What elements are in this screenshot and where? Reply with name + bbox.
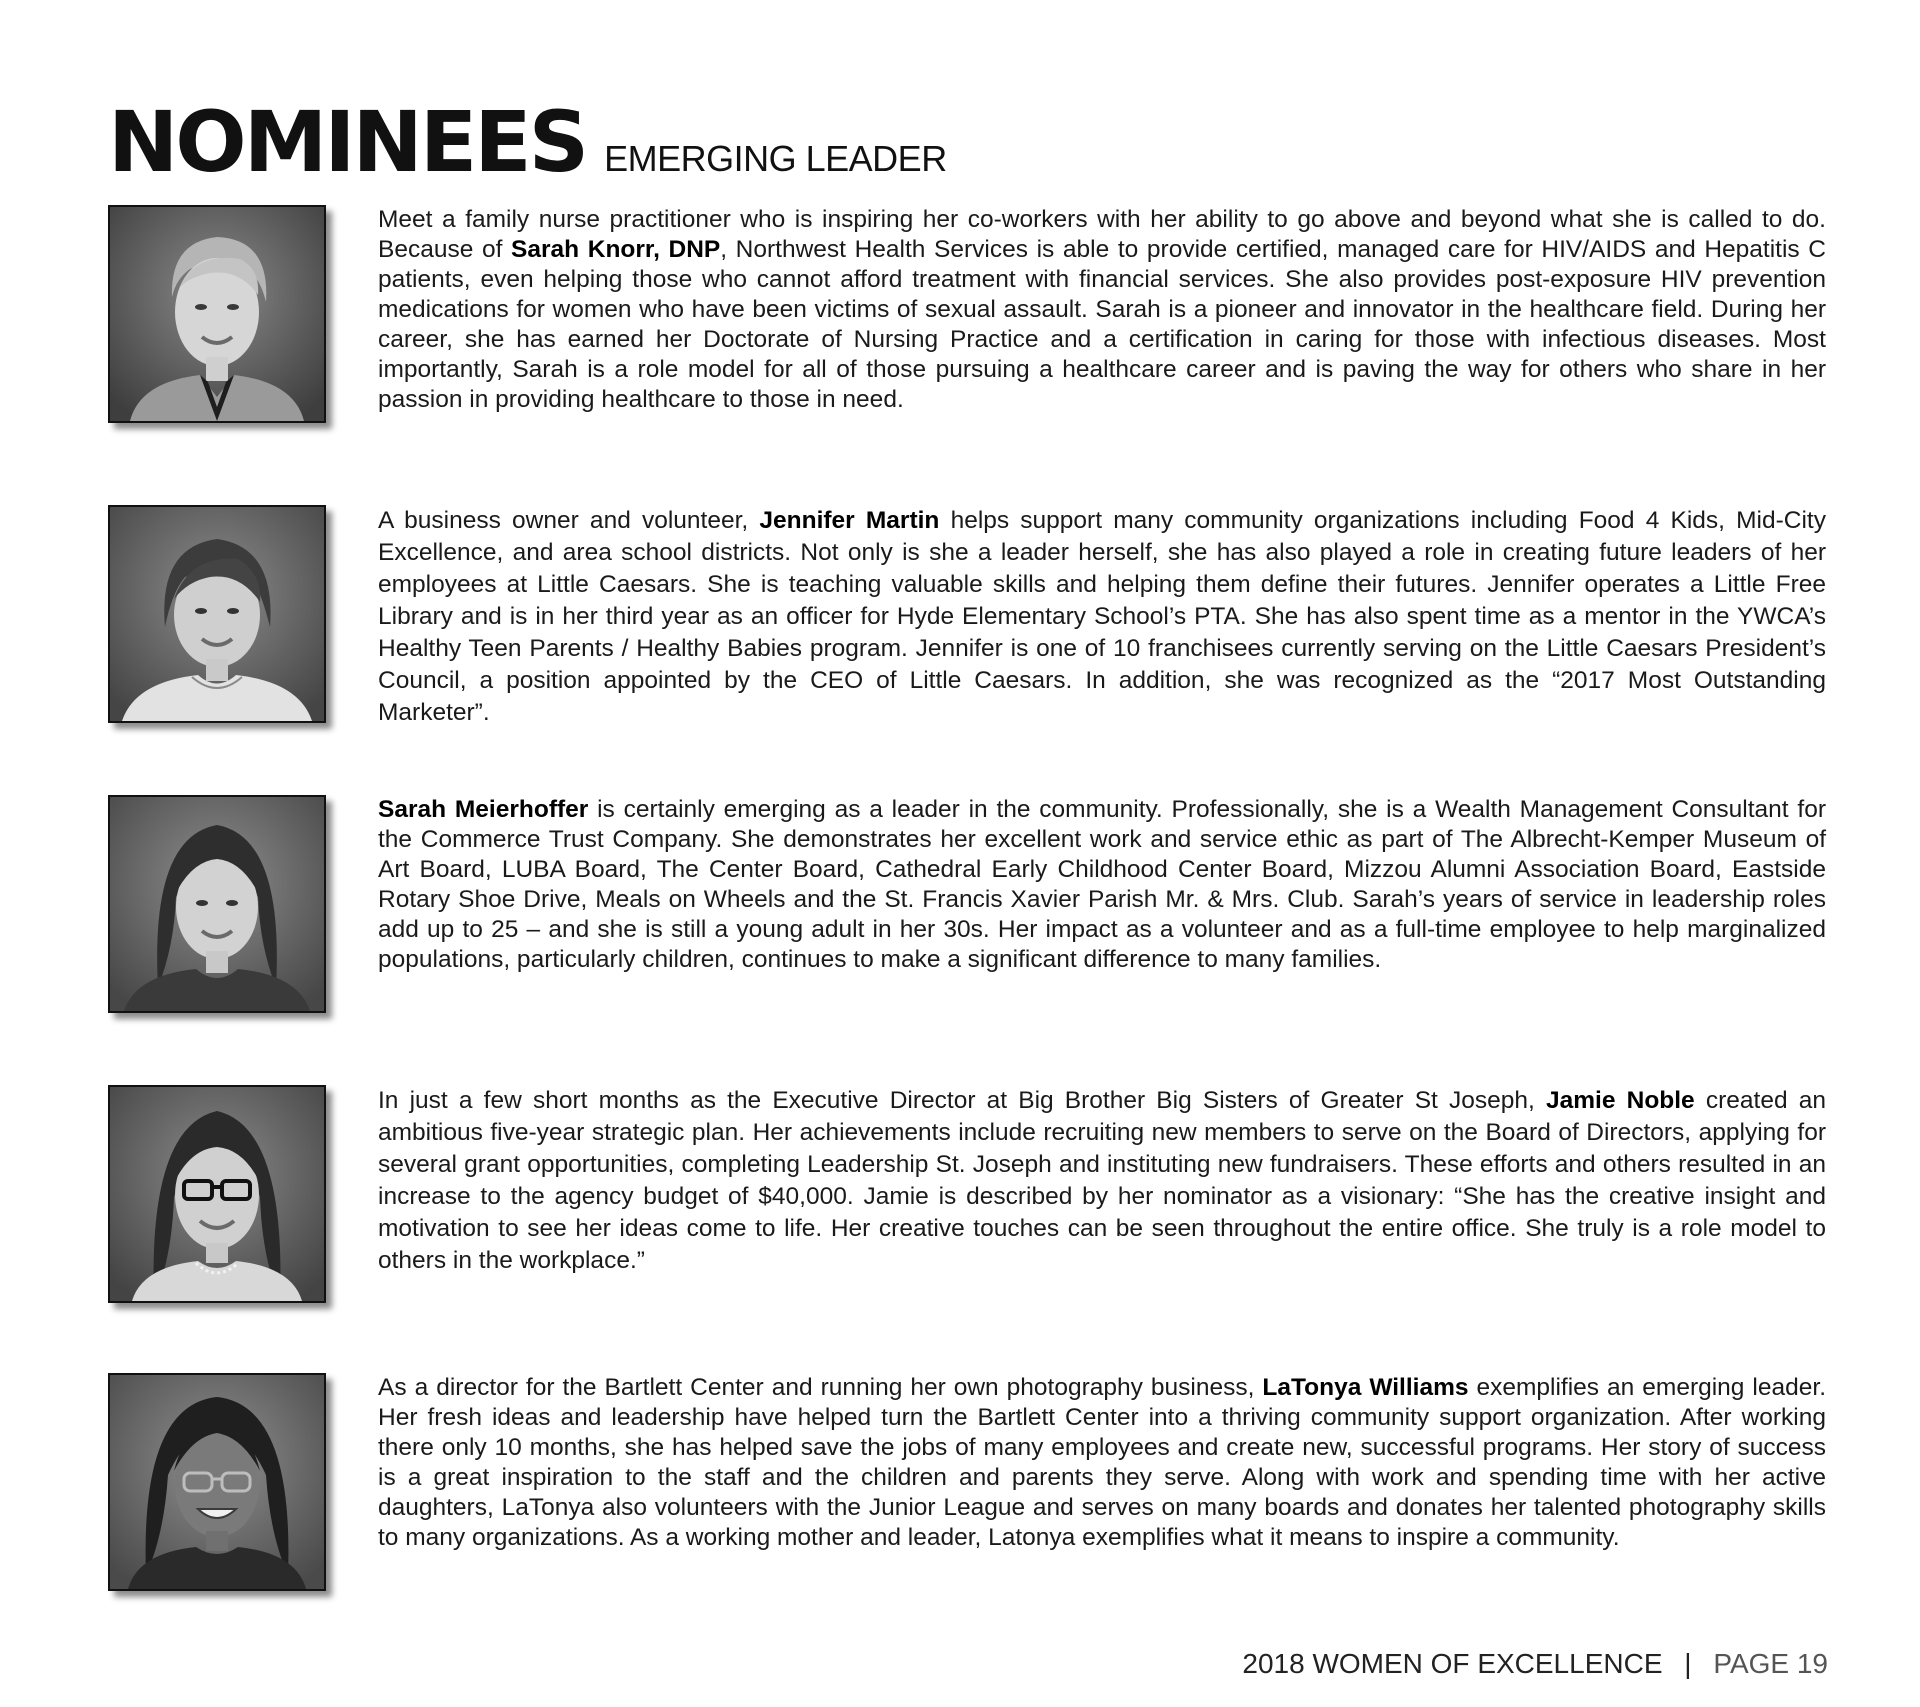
page-subtitle: EMERGING LEADER bbox=[604, 138, 947, 179]
portrait-image bbox=[110, 1087, 324, 1301]
nominee-photo bbox=[108, 795, 326, 1013]
nominee-name: Sarah Meierhoffer bbox=[378, 796, 589, 823]
nominee-photo bbox=[108, 205, 326, 423]
portrait-image bbox=[110, 1375, 324, 1589]
page-title: NOMINEES bbox=[108, 93, 587, 191]
nominee-name: Sarah Knorr, DNP bbox=[511, 236, 721, 263]
nominee-name: Jennifer Martin bbox=[759, 507, 940, 534]
portrait-image bbox=[110, 507, 324, 721]
publication-title: 2018 WOMEN OF EXCELLENCE bbox=[1242, 1648, 1663, 1679]
nominee-photo bbox=[108, 1085, 326, 1303]
nominee-bio: A business owner and volunteer, Jennifer Martin helps support many community organizations including Food 4 Kids, Mid-City Excellence, and area school districts. Not only is she a leader herself, she has also played a role in creating future leaders of her employees at Little Caesars. She is teaching valuable skills and helping them define their futures. Jennifer operates a Little Free Library and is in her third year as an officer for Hyde Elementary School’s PTA. She has also spent time as a mentor in the YWCA’s Healthy Teen Parents / Healthy Babies program. Jennifer is one of 10 franchisees currently serving on the Little Caesars President’s Council, a position appointed by the CEO of Little Caesars. In addition, she was recognized as the “2017 Most Outstanding Marketer”. bbox=[378, 507, 1826, 726]
portrait-image bbox=[110, 797, 324, 1011]
nominee-bio: Meet a family nurse practitioner who is inspiring her co-workers with her ability to go above and beyond what she is called to do. Because of Sarah Knorr, DNP, Northwest Health Services is able to provide certified, managed care for HIV/AIDS and Hepatitis C patients, even helping those who cannot afford treatment with financial services. She also provides post-exposure HIV prevention medications for women who have been victims of sexual assault. Sarah is a pioneer and innovator in the healthcare field. During her career, she has earned her Doctorate of Nursing Practice and a certification in caring for those with infectious diseases. Most importantly, Sarah is a role model for all of those pursuing a healthcare career and is paving the way for others who share in her passion in providing healthcare to those in need. bbox=[378, 206, 1826, 413]
nominee-bio: Sarah Meierhoffer is certainly emerging as a leader in the community. Professionally, she is a Wealth Management Consultant for the Commerce Trust Company. She demonstrates her excellent work and service ethic as part of The Albrecht-Kemper Museum of Art Board, LUBA Board, The Center Board, Cathedral Early Childhood Center Board, Mizzou Alumni Association Board, Eastside Rotary Shoe Drive, Meals on Wheels and the St. Francis Xavier Parish Mr. & Mrs. Club. Sarah’s years of service in leadership roles add up to 25 – and she is still a young adult in her 30s. Her impact as a volunteer and as a full-time employee to help marginalized populations, particularly children, continues to make a significant difference to many families. bbox=[378, 796, 1826, 973]
nominee-entry-sarah-meierhoffer bbox=[108, 795, 1828, 1017]
nominee-name: LaTonya Williams bbox=[1262, 1374, 1469, 1401]
page-header bbox=[108, 93, 947, 191]
footer-separator: | bbox=[1684, 1648, 1692, 1679]
nominee-entry-latonya-williams bbox=[108, 1373, 1828, 1595]
nominee-entry-jamie-noble bbox=[108, 1085, 1828, 1307]
nominee-bio: As a director for the Bartlett Center and running her own photography business, LaTonya Williams exemplifies an emerging leader. Her fresh ideas and leadership have helped turn the Bartlett Center into a thriving community support organization. After working there only 10 months, she has helped save the jobs of many employees and create new, successful programs. Her story of success is a great inspiration to the staff and the children and parents they serve. Along with work and spending time with her active daughters, LaTonya also volunteers with the Junior League and serves on many boards and donates her talented photography skills to many organizations. As a working mother and leader, Latonya exemplifies what it means to inspire a community. bbox=[378, 1374, 1826, 1551]
portrait-image bbox=[110, 207, 324, 421]
page-footer bbox=[1242, 1648, 1828, 1680]
nominee-name: Jamie Noble bbox=[1546, 1087, 1695, 1114]
nominee-photo bbox=[108, 505, 326, 723]
nominee-bio: In just a few short months as the Executive Director at Big Brother Big Sisters of Greater St Joseph, Jamie Noble created an ambitious five-year strategic plan. Her achievements include recruiting new members to serve on the Board of Directors, applying for several grant opportunities, completing Leadership St. Joseph and instituting new fundraisers. These efforts and others resulted in an increase to the agency budget of $40,000. Jamie is described by her nominator as a visionary: “She has the creative insight and motivation to see her ideas come to life. Her creative touches can be seen throughout the entire office. She truly is a role model to others in the workplace.” bbox=[378, 1087, 1826, 1274]
nominee-entry-jennifer-martin bbox=[108, 505, 1828, 727]
nominee-photo bbox=[108, 1373, 326, 1591]
nominee-entry-sarah-knorr bbox=[108, 205, 1828, 427]
page-number: PAGE 19 bbox=[1713, 1648, 1828, 1679]
